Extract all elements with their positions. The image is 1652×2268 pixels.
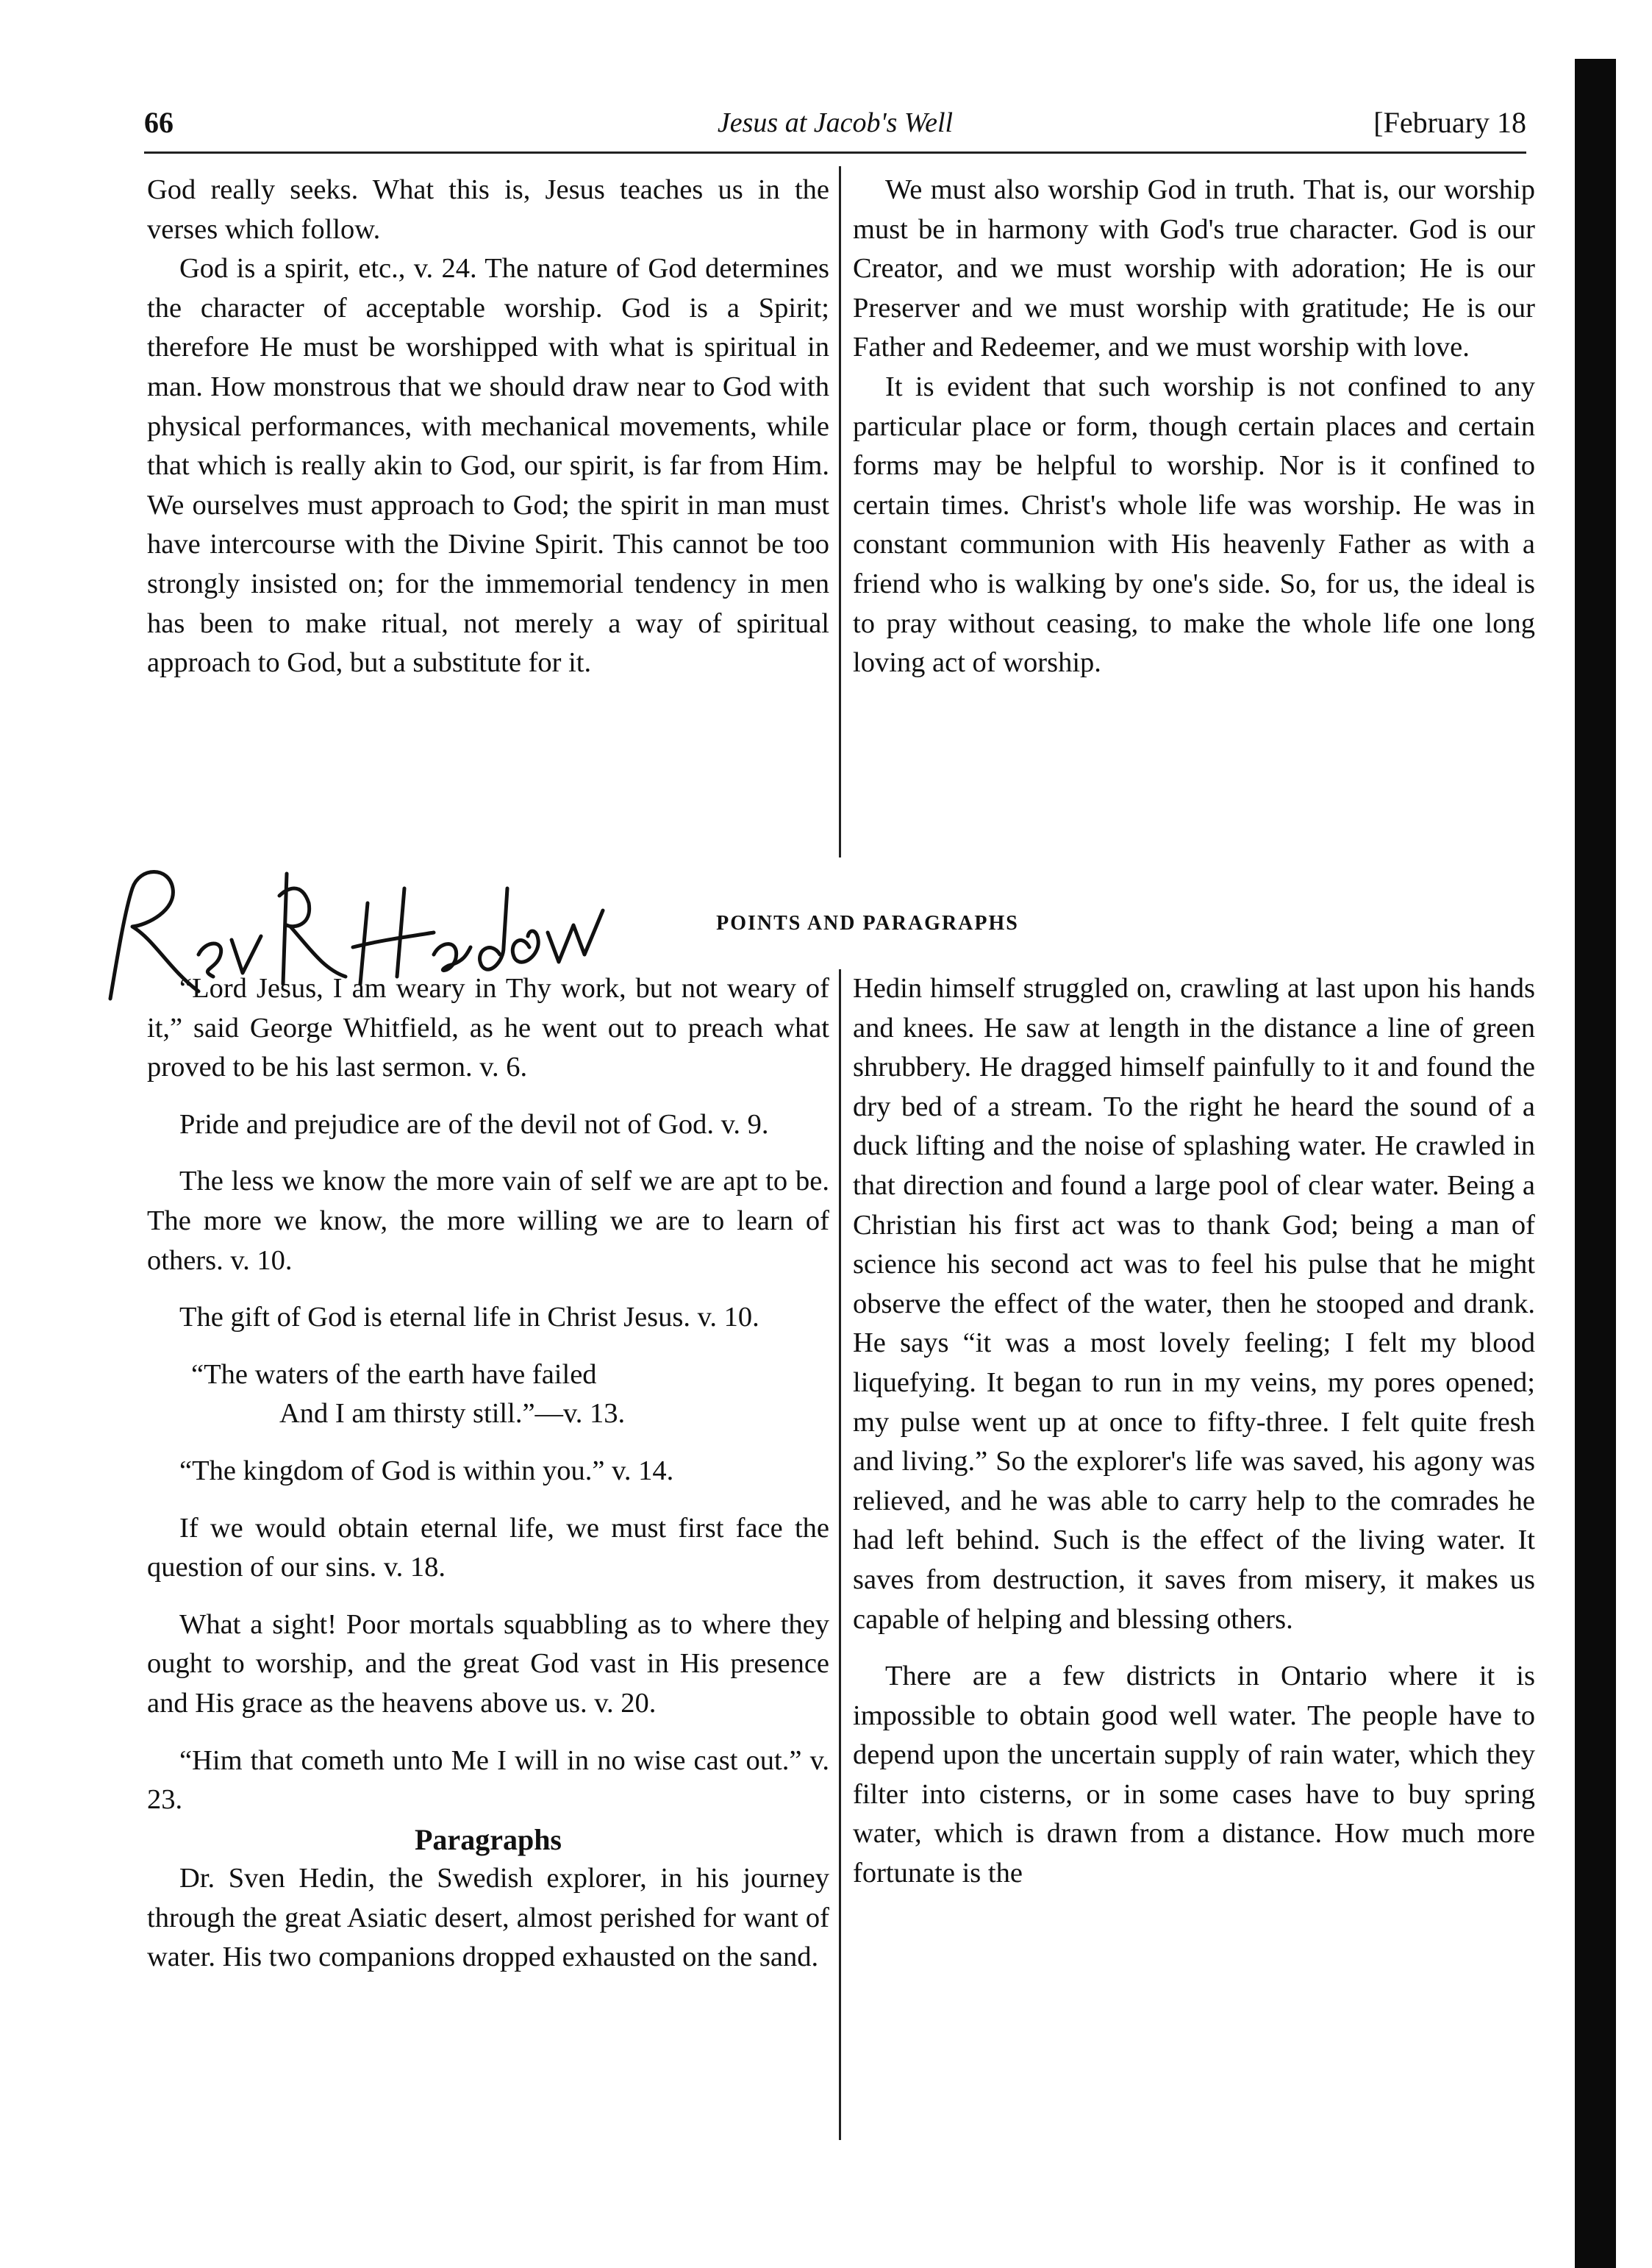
poem-line: “The waters of the earth have failed <box>191 1358 597 1390</box>
point-item: What a sight! Poor mortals squabbling as to where they ought to worship, and the great God vast in His presence and His grace as the heavens above us. v. 20. <box>147 1608 829 1719</box>
point-item: “Him that cometh unto Me I will in no wise cast out.” v. 23. <box>147 1744 829 1816</box>
running-title: Jesus at Jacob's Well <box>717 107 954 138</box>
scan-edge-bar <box>1575 59 1616 2268</box>
page-number: 66 <box>144 106 174 139</box>
point-item: The less we know the more vain of self we are apt to be. The more we know, the more willing we are to learn of others. v. 10. <box>147 1166 829 1276</box>
paragraph: God is a spirit, etc., v. 24. The nature of God determines the character of acceptable worship. God is a Spirit; therefore He must be worshipped with what is spiritual in man. How monstrous that we should draw near to God with physical performances, with mechanical movements, while that which is really akin to God, our spirit, is far from Him. We ourselves must approach to God; the spirit in man must have intercourse with the Divine Spirit. This cannot be too strongly insisted on; for the immemorial tendency in men has been to make ritual, not merely a way of spiritual approach to God, but a substitute for it. <box>147 253 829 679</box>
paragraph: There are a few districts in Ontario where it is impossible to obtain good well water. The people have to depend upon the uncertain supply of rain water, which they filter into cisterns, or in some cases have to buy spring water, which is drawn from a distance. How much more fortunate is the <box>853 1661 1535 1889</box>
column-rule-bottom <box>839 969 841 2140</box>
section-title: POINTS AND PARAGRAPHS <box>716 912 1019 935</box>
bottom-left-column <box>147 969 829 1978</box>
paragraph: Hedin himself struggled on, crawling at last upon his hands and knees. He saw at length in the distance a line of green shrubbery. He dragged himself painfully to it and found the dry bed of a stream. To the right he heard the sound of a duck lifting and the noise of splashing water. He crawled in that direction and found a large pool of clear water. Being a Christian his first act was to thank God; being a man of science his second act was to feel his pulse that he might observe the effect of the water, then he stooped and drank. He says “it was a most lovely feeling; I felt my blood liquefying. It began to run in my veins, my pores opened; my pulse went up at once to fifty-three. I felt quite fresh and living.” So the explorer's life was saved, his agony was relieved, and he was able to carry help to the comrades he had left behind. Such is the effect of the living water. It saves from destruction, it saves from misery, it makes us capable of helping and blessing others. <box>853 973 1535 1635</box>
paragraph: God really seeks. What this is, Jesus teaches us in the verses which follow. <box>147 174 829 245</box>
poem-line: And I am thirsty still.”—v. 13. <box>279 1398 626 1430</box>
paragraph: Dr. Sven Hedin, the Swedish explorer, in his journey through the great Asiatic desert, almost perished for want of water. His two companions dropped exhausted on the sand. <box>147 1863 829 1973</box>
point-item: “The kingdom of God is within you.” v. 14. <box>179 1455 674 1486</box>
point-item: “Lord Jesus, I am weary in Thy work, but not weary of it,” said George Whitfield, as he went out to preach what proved to be his last sermon. v. 6. <box>147 973 829 1083</box>
header-rule <box>144 151 1526 154</box>
top-left-column <box>147 171 829 683</box>
paragraph: We must also worship God in truth. That is, our worship must be in harmony with God's true character. God is our Creator, and we must worship with adoration; He is our Preserver and we must worship with gratitude; He is our Father and Redeemer, and we must worship with love. <box>853 174 1535 363</box>
paragraphs-heading: Paragraphs <box>415 1822 562 1856</box>
point-item: The gift of God is eternal life in Christ Jesus. v. 10. <box>179 1302 759 1333</box>
paragraph: It is evident that such worship is not confined to any particular place or form, though certain places and certain forms may be helpful to worship. Nor is it confined to certain times. Christ's whole life was worship. He was in constant communion with His heavenly Father as with a friend who is walking by one's side. So, for us, the ideal is to pray without ceasing, to make the whole life one long loving act of worship. <box>853 371 1535 679</box>
point-item: Pride and prejudice are of the devil not of God. v. 9. <box>179 1108 769 1140</box>
top-right-column <box>853 171 1535 683</box>
bottom-right-column <box>853 969 1535 1894</box>
column-rule-top <box>839 166 841 857</box>
page-header <box>144 97 1526 149</box>
point-item: If we would obtain eternal life, we must first face the question of our sins. v. 18. <box>147 1512 829 1583</box>
issue-date: [February 18 <box>1373 106 1526 139</box>
